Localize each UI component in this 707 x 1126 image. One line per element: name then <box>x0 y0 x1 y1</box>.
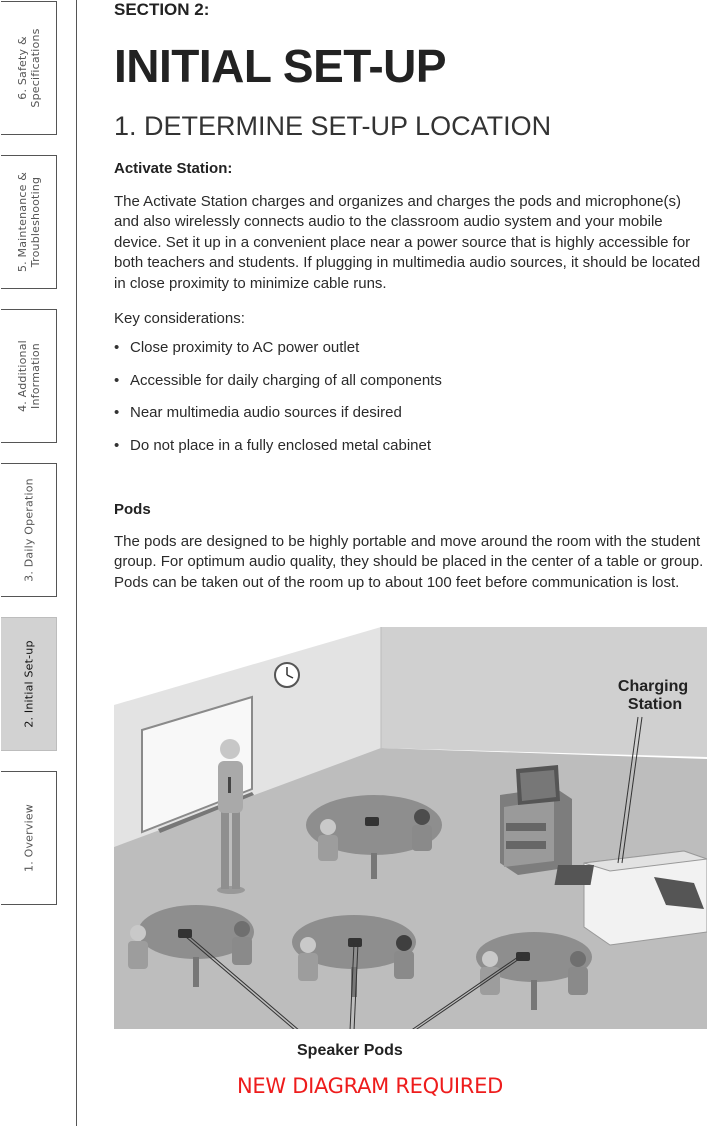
tab-label: 2. Initial Set-up <box>22 640 35 728</box>
sub-title: 1. DETERMINE SET-UP LOCATION <box>114 111 552 141</box>
section-kicker: SECTION 2: <box>114 0 210 19</box>
list-item: • Accessible for daily charging of all components <box>114 372 442 405</box>
speaker-pods-label: Speaker Pods <box>297 1042 403 1059</box>
tab-label: 1. Overview <box>22 804 35 872</box>
tab-maintenance-troubleshooting[interactable] <box>1 155 57 289</box>
tab-daily-operation[interactable] <box>1 463 57 597</box>
pods-paragraph: The pods are designed to be highly portable and move around the room with the student group. For optimum audio quality, they should be placed in the center of a table or group. Pods can be taken out of the room up to about 100 feet before communication is lost. <box>114 533 704 591</box>
key-considerations-label: Key considerations: <box>114 310 245 327</box>
activate-station-heading: Activate Station: <box>114 160 233 177</box>
tab-label: 4. Additional Information <box>15 340 42 412</box>
new-diagram-required-notice: NEW DIAGRAM REQUIRED <box>237 1074 503 1098</box>
tab-additional-information[interactable] <box>1 309 57 443</box>
charging-station-label-line2: Station <box>627 696 683 713</box>
tab-safety-specifications[interactable] <box>1 1 57 135</box>
page-title: INITIAL SET-UP <box>114 40 447 92</box>
list-item: • Close proximity to AC power outlet <box>114 339 442 372</box>
classroom-illustration <box>114 627 707 1059</box>
clock-icon <box>275 663 299 687</box>
tab-label: 6. Safety & Specifications <box>15 28 42 108</box>
key-considerations-list <box>114 339 442 470</box>
tab-initial-setup[interactable] <box>1 617 57 751</box>
tab-overview[interactable] <box>1 771 57 905</box>
classroom-diagram <box>114 627 707 1047</box>
side-nav-rule <box>76 0 77 1126</box>
charging-station-label-line1: Charging <box>617 678 689 695</box>
tab-label: 3. Daily Operation <box>22 478 35 582</box>
pods-heading: Pods <box>114 501 151 518</box>
list-item: • Do not place in a fully enclosed metal cabinet <box>114 437 442 470</box>
activate-station-paragraph: The Activate Station charges and organizes and charges the pods and microphone(s) and also wirelessly connects audio to the classroom audio system and your mobile device. Set it up in a convenient place near a power source that is highly accessible for both teachers and students. If plugging in multimedia audio sources, it should be located in close proximity to minimize cable runs. <box>114 193 701 292</box>
tab-label: 5. Maintenance & Troubleshooting <box>15 171 42 273</box>
figure-label-band <box>114 1029 707 1047</box>
list-item: • Near multimedia audio sources if desired <box>114 404 442 437</box>
